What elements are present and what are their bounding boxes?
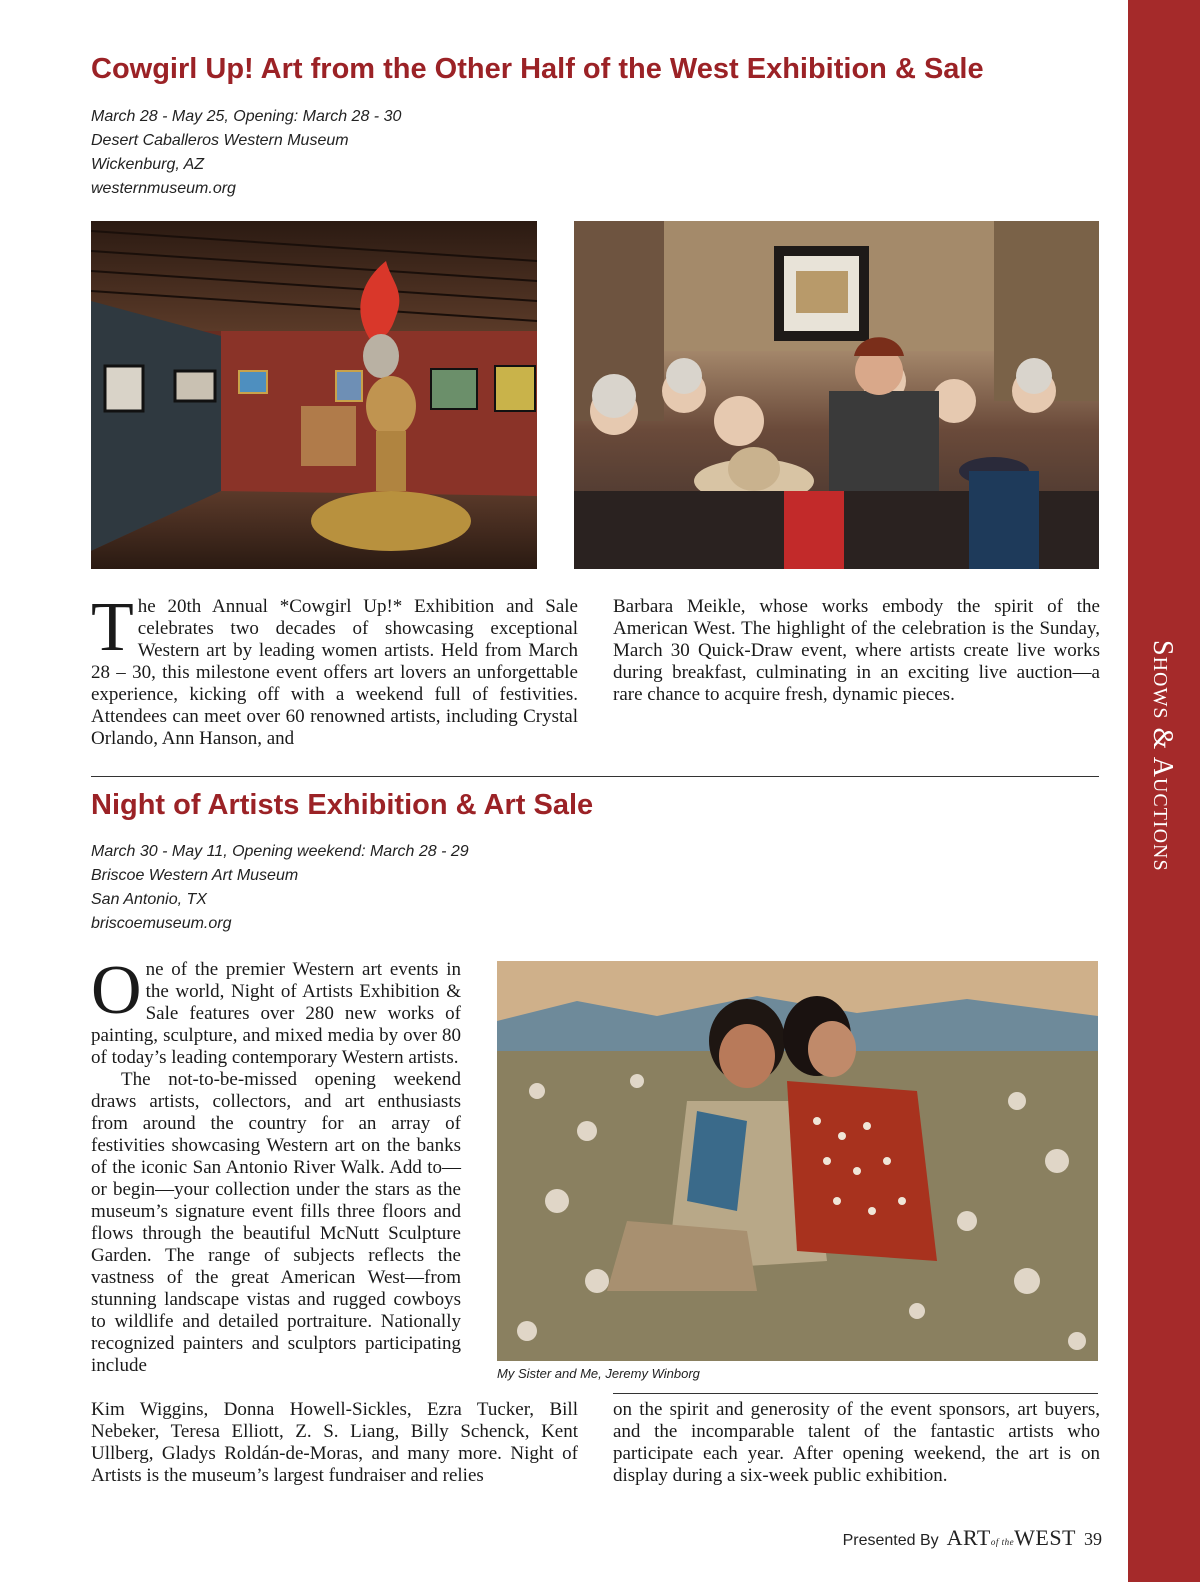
painting-caption: My Sister and Me, Jeremy Winborg (497, 1366, 700, 1381)
section-label: Shows & Auctions (1147, 640, 1178, 872)
article2-body-p1: ne of the premier Western art events in the world, Night of Artists Exhibition & Sale features over 280 new works of painting, sculpture, and mixed media by over 80 of today’s leading contemporary Western artists. (91, 959, 461, 1068)
logo-west: WEST (1014, 1525, 1076, 1550)
gallery-photo-illustration (91, 221, 537, 569)
page-number: 39 (1084, 1529, 1102, 1549)
auction-photo-illustration (574, 221, 1099, 569)
auction-photo (574, 221, 1099, 569)
article1-venue: Desert Caballeros Western Museum (91, 132, 349, 149)
article1-dropcap: T (91, 589, 134, 666)
article2-body-p2: The not-to-be-missed opening weekend draws artists, collectors, and art enthusiasts from around the country for an array of festivities showcasing Western art on the banks of the iconic San Antonio River Walk. Add to—or begin—your collection under the stars as the museum’s signature event fills three floors and flows through the beautiful McNutt Sculpture Garden. The range of subjects reflects the vastness of the great American West—from stunning landscape vistas and rugged cowboys to wildlife and detailed portraiture. Nationally recognized painters and sculptors participating include (91, 1069, 461, 1376)
logo-art: ART (946, 1525, 991, 1550)
article2-dates: March 30 - May 11, Opening weekend: March 28 - 29 (91, 843, 469, 860)
article2-title: Night of Artists Exhibition & Art Sale (91, 789, 594, 821)
article1-location: Wickenburg, AZ (91, 156, 205, 173)
article2-body-bottom-right-text: on the spirit and generosity of the event sponsors, art buyers, and the incomparable talent of the fantastic artists who participate each year. After opening weekend, the art is on display during a six-week public exhibition. (613, 1399, 1100, 1486)
article2-meta (91, 840, 469, 936)
article2-dropcap: O (91, 952, 142, 1029)
article1-title: Cowgirl Up! Art from the Other Half of the West Exhibition & Sale (91, 53, 984, 85)
article2-location: San Antonio, TX (91, 891, 207, 908)
article1-website: westernmuseum.org (91, 180, 236, 197)
article2-website: briscoemuseum.org (91, 915, 232, 932)
caption-divider (613, 1393, 1098, 1394)
painting-illustration (497, 961, 1098, 1361)
article2-body-bottom-right (613, 1399, 1100, 1487)
page-footer (843, 1525, 1102, 1551)
section-divider (91, 776, 1099, 777)
article2-venue: Briscoe Western Art Museum (91, 867, 299, 884)
logo-of-the: of the (990, 1537, 1015, 1547)
article1-body-col1 (91, 589, 578, 750)
article2-body-bottom-left-text: Kim Wiggins, Donna Howell-Sickles, Ezra Tucker, Bill Nebeker, Teresa Elliott, Z. S. Liang, Billy Schenck, Kent Ullberg, Gladys Roldán-de-Moras, and many more. Night of Artists is the museum’s largest fundraiser and relies (91, 1399, 578, 1486)
article2-body-bottom-left (91, 1399, 578, 1487)
article1-dates: March 28 - May 25, Opening: March 28 - 30 (91, 108, 402, 125)
article1-meta (91, 105, 401, 201)
magazine-logo (947, 1525, 1076, 1551)
article1-body-col2 (613, 596, 1100, 706)
article1-body-col2-text: Barbara Meikle, whose works embody the spirit of the American West. The highlight of the celebration is the Sunday, March 30 Quick-Draw event, where artists create live works during breakfast, culminating in an exciting live auction—a rare chance to acquire fresh, dynamic pieces. (613, 596, 1100, 705)
article1-body-col1-text: he 20th Annual *Cowgirl Up!* Exhibition and Sale celebrates two decades of showcasing exceptional Western art by leading women artists. Held from March 28 – 30, this milestone event offers art lovers an unforgettable experience, kicking off with a weekend full of festivities. Attendees can meet over 60 renowned artists, including Crystal Orlando, Ann Hanson, and (91, 596, 578, 749)
article2-body-left (91, 952, 461, 1377)
gallery-photo (91, 221, 537, 569)
presented-by-label: Presented By (842, 1532, 939, 1549)
section-label-container (1128, 640, 1200, 940)
painting-image (497, 961, 1098, 1361)
